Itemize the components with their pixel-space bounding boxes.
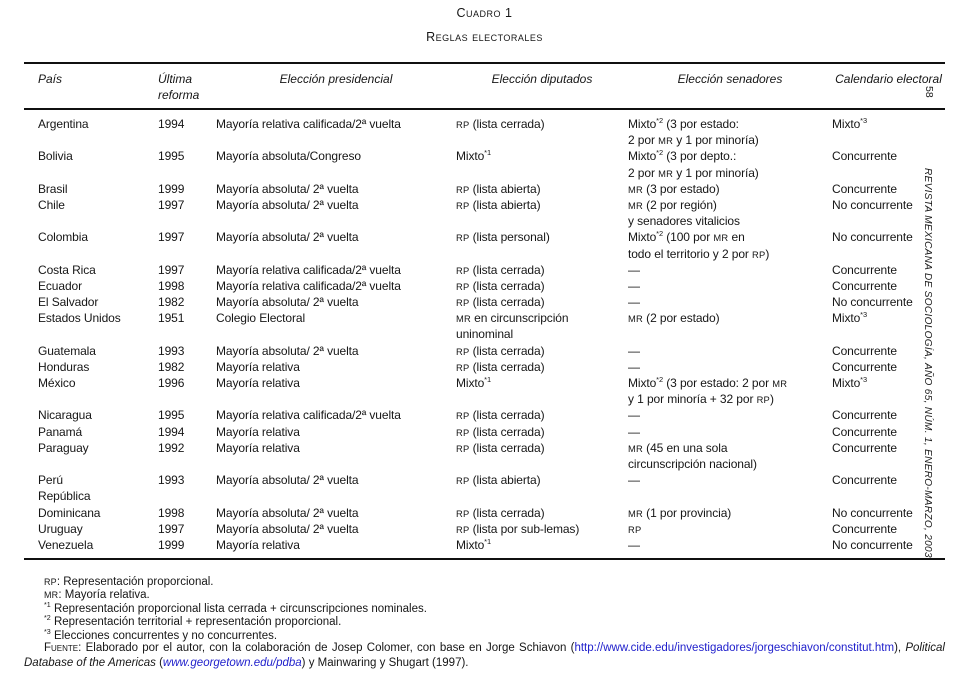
column-header: País [24,63,158,109]
table-row [24,262,945,278]
table-row [24,375,945,407]
cell-pais: Chile [38,197,65,212]
source-line [24,641,945,670]
cell-diputados: RP (lista abierta) [456,197,541,212]
cell-diputados: RP (lista cerrada) [456,408,545,423]
cell-reforma: 1993 [158,343,185,358]
cell-calendario: No concurrente [832,197,913,212]
cell-diputados: Mixto$^{*1}$ [456,375,492,390]
cell-pais: México [38,376,76,390]
cell-pais: Brasil [38,181,68,196]
cell-presidencial: Mayoría absoluta/Congreso [216,149,361,164]
cell-senadores: Mixto$^{*2}$ (3 por depto.: 2 por MR y 1 por minoría) [628,148,759,180]
table-row [24,148,945,180]
table-title-block [24,6,945,44]
cell-diputados: RP (lista cerrada) [456,278,545,293]
table-row [24,197,945,229]
cell-presidencial: Mayoría absoluta/ 2ª vuelta [216,473,359,488]
cell-pais: Colombia [38,230,88,245]
cell-pais: Paraguay [38,440,89,455]
cell-presidencial: Mayoría absoluta/ 2ª vuelta [216,343,359,358]
column-header: Elección senadores [628,63,832,109]
table-row [24,521,945,537]
table-row [24,278,945,294]
cell-presidencial: Mayoría relativa [216,424,300,439]
cell-diputados: RP (lista cerrada) [456,440,545,455]
cell-diputados: RP (lista cerrada) [456,343,545,358]
cell-presidencial: Colegio Electoral [216,311,306,326]
cell-calendario: Mixto$^{*3}$ [832,375,868,390]
cell-senadores: MR (2 por estado) [628,311,720,326]
cell-reforma: 1996 [158,376,185,390]
cell-senadores: MR (2 por región) y senadores vitalicios [628,197,740,229]
cell-reforma: 1982 [158,359,185,374]
cell-diputados: Mixto$^{*1}$ [456,148,492,164]
table-row [24,505,945,521]
cell-calendario: Concurrente [832,473,897,488]
cell-senadores: — [628,359,640,374]
cell-calendario: Concurrente [832,359,897,374]
cell-presidencial: Mayoría relativa calificada/2ª vuelta [216,117,401,131]
cell-pais: El Salvador [38,295,99,310]
cell-calendario: Concurrente [832,278,897,293]
cell-calendario: Mixto$^{*3}$ [832,310,868,326]
cell-diputados: RP (lista cerrada) [456,262,545,277]
cell-reforma: 1998 [158,505,185,520]
cell-senadores: Mixto$^{*2}$ (3 por estado: 2 por MR y 1 por minoría + 32 por RP) [628,375,788,407]
footnotes-block [44,576,427,643]
cell-calendario: Concurrente [832,408,897,423]
cell-reforma: 1994 [158,424,185,439]
cell-senadores: — [628,262,640,277]
cell-senadores: Mixto$^{*2}$ (3 por estado: 2 por MR y 1 por minoría) [628,116,759,148]
footnote: RP: Representación proporcional. [44,576,214,588]
cell-calendario: Concurrente [832,262,897,277]
cell-diputados: RP (lista abierta) [456,473,541,488]
source-text-post: ) y Mainwaring y Shugart (1997). [301,656,469,669]
cell-senadores: RP [628,524,642,535]
cell-reforma: 1951 [158,311,185,326]
cell-presidencial: Mayoría relativa calificada/2ª vuelta [216,262,401,277]
cell-reforma: 1994 [158,117,185,131]
cell-pais: Venezuela [38,537,94,552]
cell-calendario: Concurrente [832,181,897,196]
cell-calendario: Mixto$^{*3}$ [832,116,868,131]
column-header: Elección diputados [456,63,628,109]
journal-sidebar-text: REVISTA MEXICANA DE SOCIOLOGÍA, AÑO 65, NÚM. 1, ENERO-MARZO, 2003 [922,168,933,558]
table-row [24,181,945,197]
cell-senadores: MR (3 por estado) [628,181,720,196]
cell-senadores: Mixto$^{*2}$ (100 por MR en todo el territorio y 2 por RP) [628,229,770,261]
table-header-row [24,63,945,109]
cell-reforma: 1997 [158,521,185,536]
cell-pais: Estados Unidos [38,311,121,326]
cell-diputados: RP (lista cerrada) [456,424,545,439]
table-title: Cuadro 1 [456,6,513,20]
cell-presidencial: Mayoría relativa [216,537,300,552]
table-row [24,440,945,472]
cell-reforma: 1999 [158,537,185,552]
cell-calendario: No concurrente [832,295,913,310]
cell-diputados: RP (lista personal) [456,230,550,245]
cell-diputados: MR en circunscripción uninominal [456,311,569,342]
cell-reforma: 1997 [158,197,185,212]
source-link-cide[interactable]: http://www.cide.edu/investigadores/jorgeschiavon/constitut.htm [574,642,895,654]
table-row [24,343,945,359]
cell-pais: Honduras [38,359,90,374]
cell-calendario: Concurrente [832,424,897,439]
column-header: Calendario electoral [832,63,945,109]
cell-calendario: Concurrente [832,149,897,164]
cell-pais: Bolivia [38,149,73,164]
cell-pais: Uruguay [38,521,83,536]
cell-pais: Nicaragua [38,408,92,423]
cell-senadores: — [628,408,640,423]
cell-calendario: No concurrente [832,505,913,520]
cell-diputados: Mixto$^{*1}$ [456,536,492,552]
cell-presidencial: Mayoría relativa [216,440,300,455]
footnote: $^{*1}$ Representación proporcional lista cerrada + circunscripciones nominales. [44,600,427,615]
cell-pais: Perú República [38,473,91,504]
cell-pais: Panamá [38,424,83,439]
table-row [24,310,945,342]
cell-presidencial: Mayoría absoluta/ 2ª vuelta [216,197,359,212]
cell-reforma: 1995 [158,408,185,423]
cell-diputados: RP (lista por sub-lemas) [456,521,580,536]
cell-senadores: — [628,537,640,552]
cell-diputados: RP (lista cerrada) [456,295,545,310]
cell-reforma: 1993 [158,473,185,488]
cell-diputados: RP (lista cerrada) [456,117,545,131]
cell-pais: Guatemala [38,343,96,358]
electoral-rules-table [24,62,945,560]
cell-presidencial: Mayoría relativa [216,359,300,374]
footnote: $^{*3}$ Elecciones concurrentes y no concurrentes. [44,627,278,642]
cell-diputados: RP (lista abierta) [456,181,541,196]
table-row [24,294,945,310]
source-text-mid: ), [894,642,906,654]
cell-presidencial: Mayoría absoluta/ 2ª vuelta [216,181,359,196]
cell-pais: Costa Rica [38,262,96,277]
table-row [24,424,945,440]
cell-senadores: MR (45 en una sola circunscripción nacional) [628,440,757,471]
cell-calendario: No concurrente [832,230,913,245]
table-row [24,472,945,504]
cell-presidencial: Mayoría absoluta/ 2ª vuelta [216,505,359,520]
table-subtitle: Reglas electorales [426,30,543,44]
cell-pais: Dominicana [38,505,101,520]
table-row [24,537,945,559]
cell-reforma: 1998 [158,278,185,293]
cell-reforma: 1999 [158,181,185,196]
cell-calendario: Concurrente [832,440,897,455]
cell-calendario: Concurrente [832,343,897,358]
footnote: $^{*2}$ Representación territorial + representación proporcional. [44,614,342,629]
page-number: 58 [923,86,935,98]
table-row [24,407,945,423]
cell-senadores: MR (1 por provincia) [628,505,732,520]
cell-senadores: — [628,343,640,358]
cell-diputados: RP (lista cerrada) [456,359,545,374]
source-link-georgetown[interactable]: www.georgetown.edu/pdba [162,656,302,669]
cell-reforma: 1995 [158,149,185,164]
source-text-mid2: ( [155,656,163,669]
cell-reforma: 1982 [158,295,185,310]
cell-calendario: No concurrente [832,537,913,552]
cell-reforma: 1992 [158,440,185,455]
cell-senadores: — [628,424,640,439]
cell-presidencial: Mayoría relativa [216,376,300,390]
column-header: Elección presidencial [216,63,456,109]
source-text-pre: Elaborado por el autor, con la colaboración de Josep Colomer, con base en Jorge Schiavon ( [81,642,575,654]
source-db-title: Political Database of the Americas [24,642,945,669]
table-row [24,229,945,261]
cell-senadores: — [628,473,640,488]
table-row [24,359,945,375]
cell-reforma: 1997 [158,262,185,277]
cell-presidencial: Mayoría relativa calificada/2ª vuelta [216,278,401,293]
cell-presidencial: Mayoría relativa calificada/2ª vuelta [216,408,401,423]
footnote: MR: Mayoría relativa. [44,589,150,602]
cell-diputados: RP (lista cerrada) [456,505,545,520]
cell-calendario: Concurrente [832,521,897,536]
column-header: Última reforma [158,63,216,109]
cell-senadores: — [628,295,640,310]
cell-presidencial: Mayoría absoluta/ 2ª vuelta [216,521,359,536]
table-row [24,109,945,148]
source-label: Fuente: [44,642,82,654]
cell-reforma: 1997 [158,230,185,245]
cell-presidencial: Mayoría absoluta/ 2ª vuelta [216,295,359,310]
cell-pais: Ecuador [38,278,82,293]
cell-presidencial: Mayoría absoluta/ 2ª vuelta [216,230,359,245]
cell-senadores: — [628,278,640,293]
cell-pais: Argentina [38,117,89,131]
